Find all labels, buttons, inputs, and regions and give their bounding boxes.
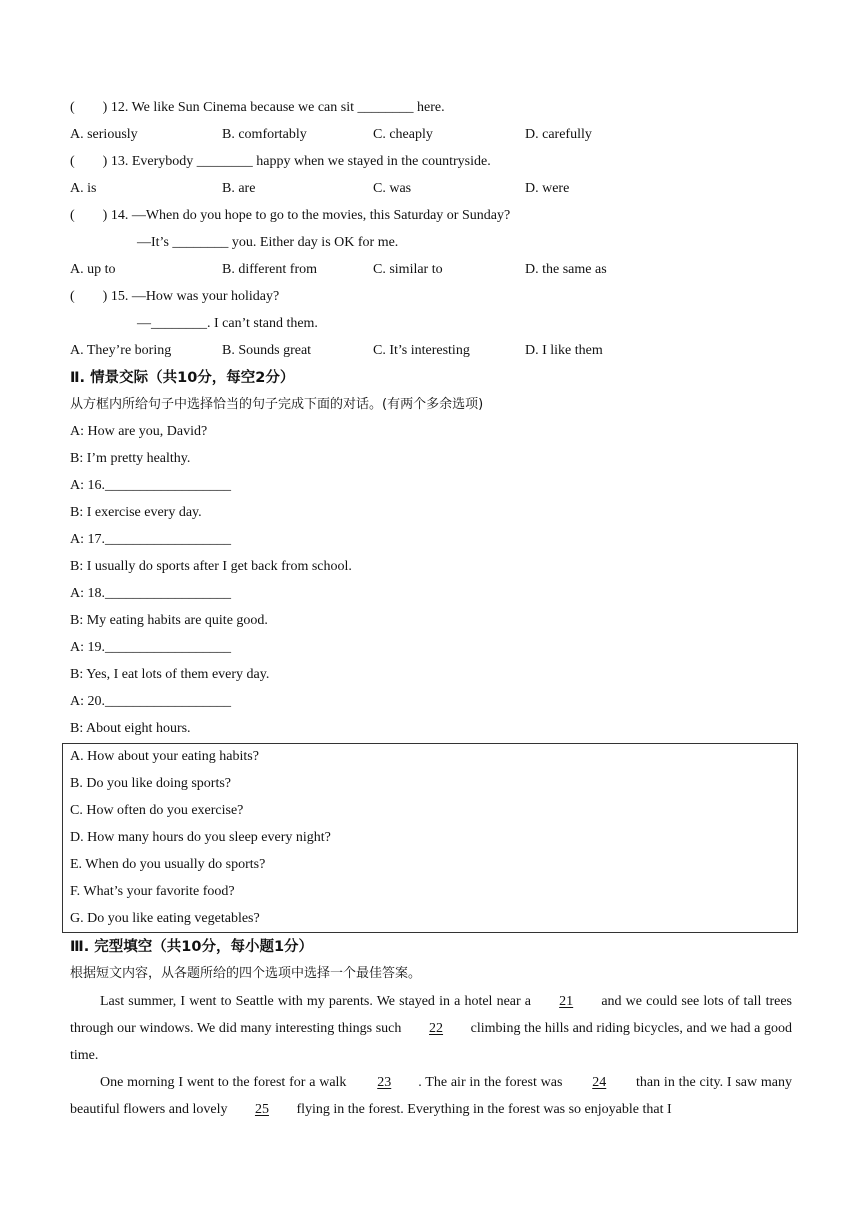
passage-text: Last summer, I went to Seattle with my parents. We stayed in a hotel near a: [100, 994, 532, 1009]
q15-option-a: A. They’re boring: [70, 343, 172, 358]
question-12-stem: ( ) 12. We like Sun Cinema because we can sit ________ here.: [70, 100, 445, 115]
question-13-stem: ( ) 13. Everybody ________ happy when we stayed in the countryside.: [70, 154, 491, 169]
q14-option-a: A. up to: [70, 262, 116, 277]
choice-f: F. What’s your favorite food?: [70, 884, 235, 899]
section-3-instruction: 根据短文内容，从各题所给的四个选项中选择一个最佳答案。: [70, 966, 422, 981]
passage-paragraph-1: [70, 988, 792, 1069]
q14-option-c: C. similar to: [373, 262, 443, 277]
dialogue-line: B: My eating habits are quite good.: [70, 613, 268, 628]
passage-text: climbing the hills and riding bicycles, and we had a good time.: [70, 1021, 793, 1063]
dialogue-line: A: How are you, David?: [70, 424, 208, 439]
dialogue-blank-17: A: 17.__________________: [70, 532, 231, 547]
passage-text: and we could see lots of tall trees through our windows. We did many interesting things such: [70, 994, 793, 1036]
passage-paragraph-2: [70, 1069, 792, 1123]
passage-text: than in the city. I saw many beautiful flowers and lovely: [70, 1075, 793, 1117]
dialogue-line: B: I usually do sports after I get back from school.: [70, 559, 352, 574]
dialogue-blank-16: A: 16.__________________: [70, 478, 231, 493]
dialogue-line: B: I’m pretty healthy.: [70, 451, 191, 466]
question-14-reply: —It’s ________ you. Either day is OK for me.: [137, 235, 399, 250]
q12-option-a: A. seriously: [70, 127, 138, 142]
section-3-heading: Ⅲ. 完型填空（共10分，每小题1分）: [70, 939, 314, 955]
dialogue-line: B: Yes, I eat lots of them every day.: [70, 667, 270, 682]
choice-e: E. When do you usually do sports?: [70, 857, 266, 872]
dialogue-blank-19: A: 19.__________________: [70, 640, 231, 655]
passage-text: flying in the forest. Everything in the forest was so enjoyable that I: [296, 1102, 672, 1117]
q12-option-b: B. comfortably: [222, 127, 307, 142]
q15-option-d: D. I like them: [525, 343, 603, 358]
q15-option-b: B. Sounds great: [222, 343, 312, 358]
choice-b: B. Do you like doing sports?: [70, 776, 231, 791]
choice-a: A. How about your eating habits?: [70, 749, 259, 764]
section-2-instruction: 从方框内所给句子中选择恰当的句子完成下面的对话。(有两个多余选项): [70, 397, 484, 412]
q12-option-c: C. cheaply: [373, 127, 433, 142]
question-15-stem: ( ) 15. —How was your holiday?: [70, 289, 280, 304]
blank-21: 21: [559, 994, 574, 1009]
choice-d: D. How many hours do you sleep every night?: [70, 830, 331, 845]
q13-option-a: A. is: [70, 181, 97, 196]
dialogue-blank-18: A: 18.__________________: [70, 586, 231, 601]
blank-23: 23: [377, 1075, 392, 1090]
q14-option-b: B. different from: [222, 262, 317, 277]
dialogue-line: B: I exercise every day.: [70, 505, 202, 520]
q13-option-d: D. were: [525, 181, 570, 196]
blank-25: 25: [254, 1102, 269, 1117]
blank-24: 24: [592, 1075, 607, 1090]
choice-c: C. How often do you exercise?: [70, 803, 244, 818]
section-2-heading: Ⅱ. 情景交际（共10分，每空2分）: [70, 370, 295, 386]
passage-text: One morning I went to the forest for a walk: [100, 1075, 347, 1090]
question-15-reply: —________. I can’t stand them.: [137, 316, 318, 331]
dialogue-line: B: About eight hours.: [70, 721, 191, 736]
q13-option-c: C. was: [373, 181, 412, 196]
dialogue-blank-20: A: 20.__________________: [70, 694, 231, 709]
choice-g: G. Do you like eating vegetables?: [70, 911, 260, 926]
q15-option-c: C. It’s interesting: [373, 343, 470, 358]
blank-22: 22: [429, 1021, 444, 1036]
q12-option-d: D. carefully: [525, 127, 592, 142]
passage-text: . The air in the forest was: [418, 1075, 563, 1090]
question-14-stem: ( ) 14. —When do you hope to go to the movies, this Saturday or Sunday?: [70, 208, 511, 223]
q13-option-b: B. are: [222, 181, 256, 196]
q14-option-d: D. the same as: [525, 262, 607, 277]
